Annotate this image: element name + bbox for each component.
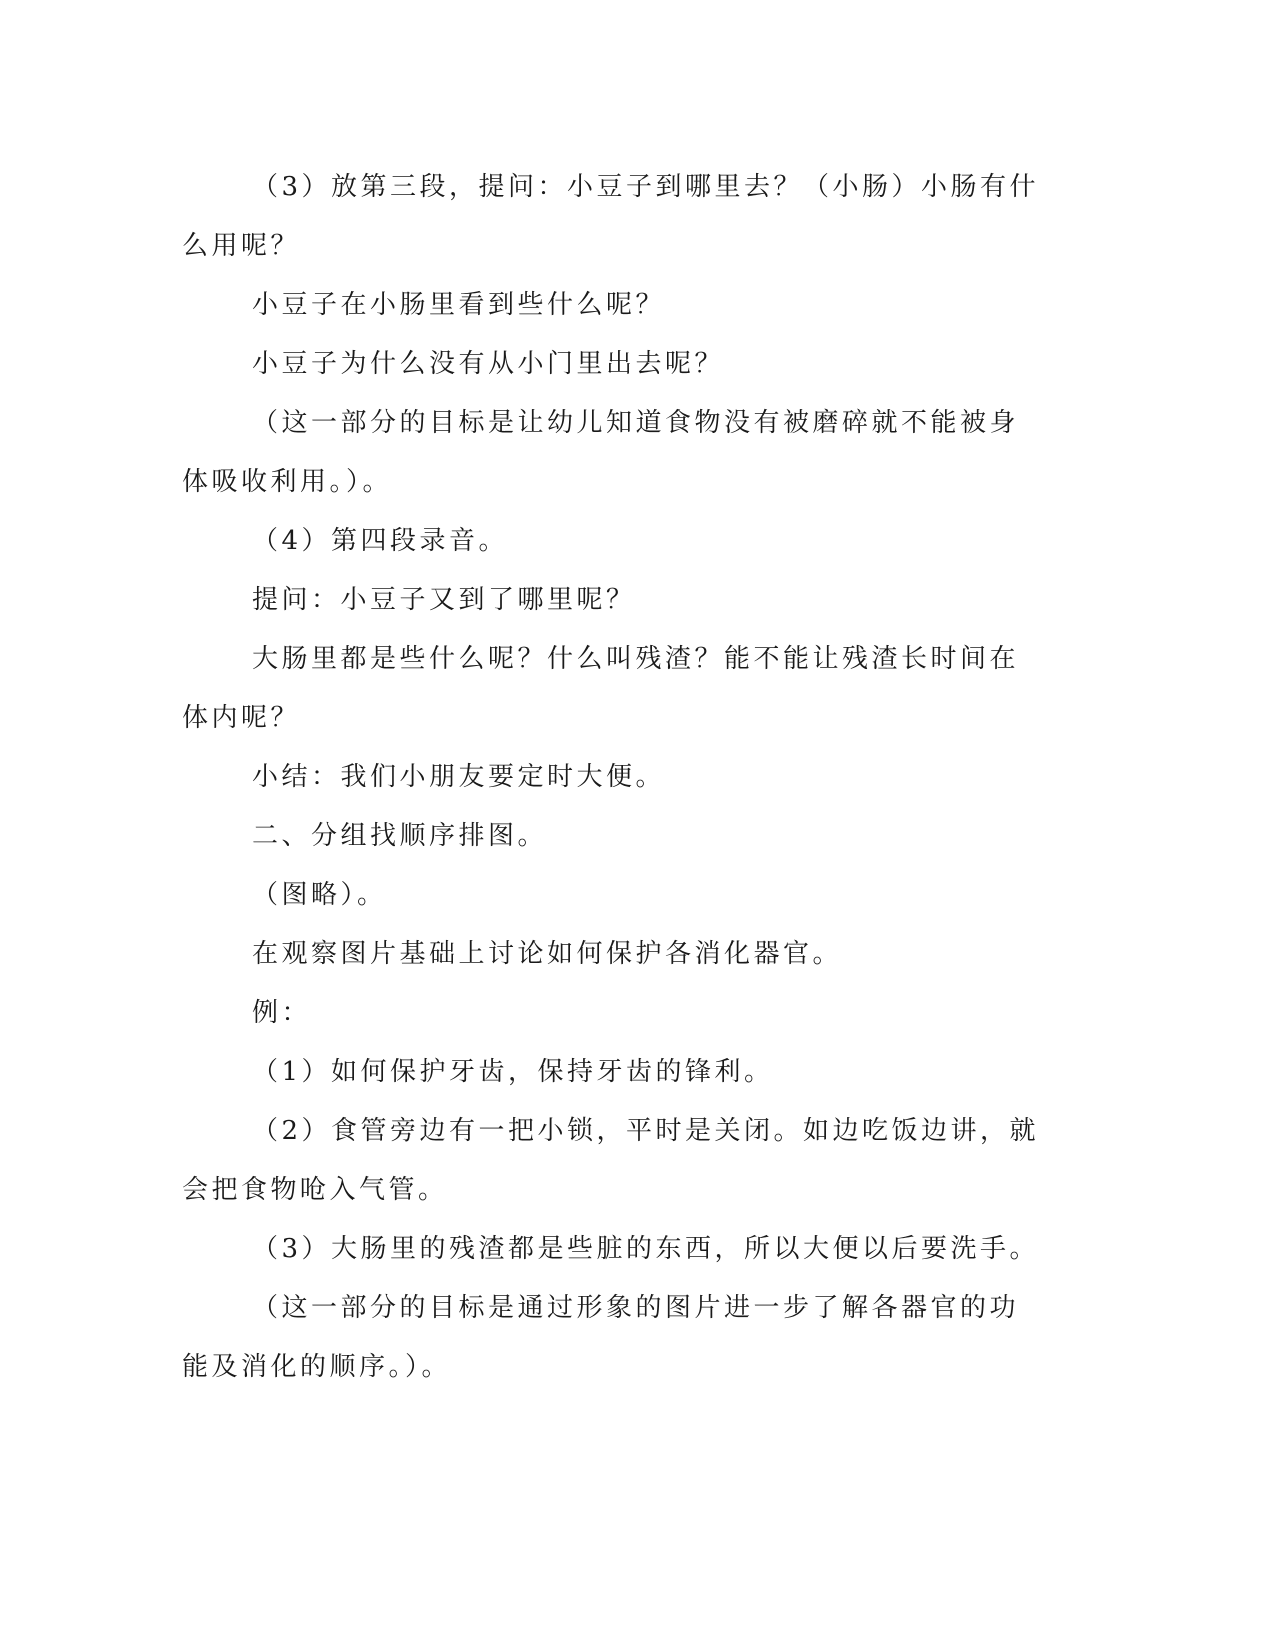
paragraph: 例： <box>252 998 312 1028</box>
paragraph: 在观察图片基础上讨论如何保护各消化器官。 <box>252 939 843 969</box>
document-body <box>182 158 1042 1397</box>
paragraph: 小豆子在小肠里看到些什么呢？ <box>252 290 666 320</box>
paragraph: （2）食管旁边有一把小锁，平时是关闭。如边吃饭边讲，就会把食物呛入气管。 <box>182 1116 1040 1205</box>
paragraph: （3）放第三段，提问：小豆子到哪里去？（小肠）小肠有什么用呢？ <box>182 172 1040 261</box>
paragraph: （这一部分的目标是通过形象的图片进一步了解各器官的功能及消化的顺序。）。 <box>182 1293 1020 1382</box>
paragraph: （4）第四段录音。 <box>252 526 509 556</box>
section-heading: 二、分组找顺序排图。 <box>252 821 548 851</box>
paragraph: 小豆子为什么没有从小门里出去呢？ <box>252 349 725 379</box>
paragraph: （图略）。 <box>252 880 387 910</box>
paragraph: （这一部分的目标是让幼儿知道食物没有被磨碎就不能被身体吸收利用。）。 <box>182 408 1020 497</box>
paragraph: （3）大肠里的残渣都是些脏的东西，所以大便以后要洗手。 <box>252 1234 1040 1264</box>
paragraph: 小结：我们小朋友要定时大便。 <box>252 762 666 792</box>
paragraph: 提问：小豆子又到了哪里呢？ <box>252 585 636 615</box>
paragraph: （1）如何保护牙齿，保持牙齿的锋利。 <box>252 1057 774 1087</box>
paragraph: 大肠里都是些什么呢？什么叫残渣？能不能让残渣长时间在体内呢？ <box>182 644 1020 733</box>
